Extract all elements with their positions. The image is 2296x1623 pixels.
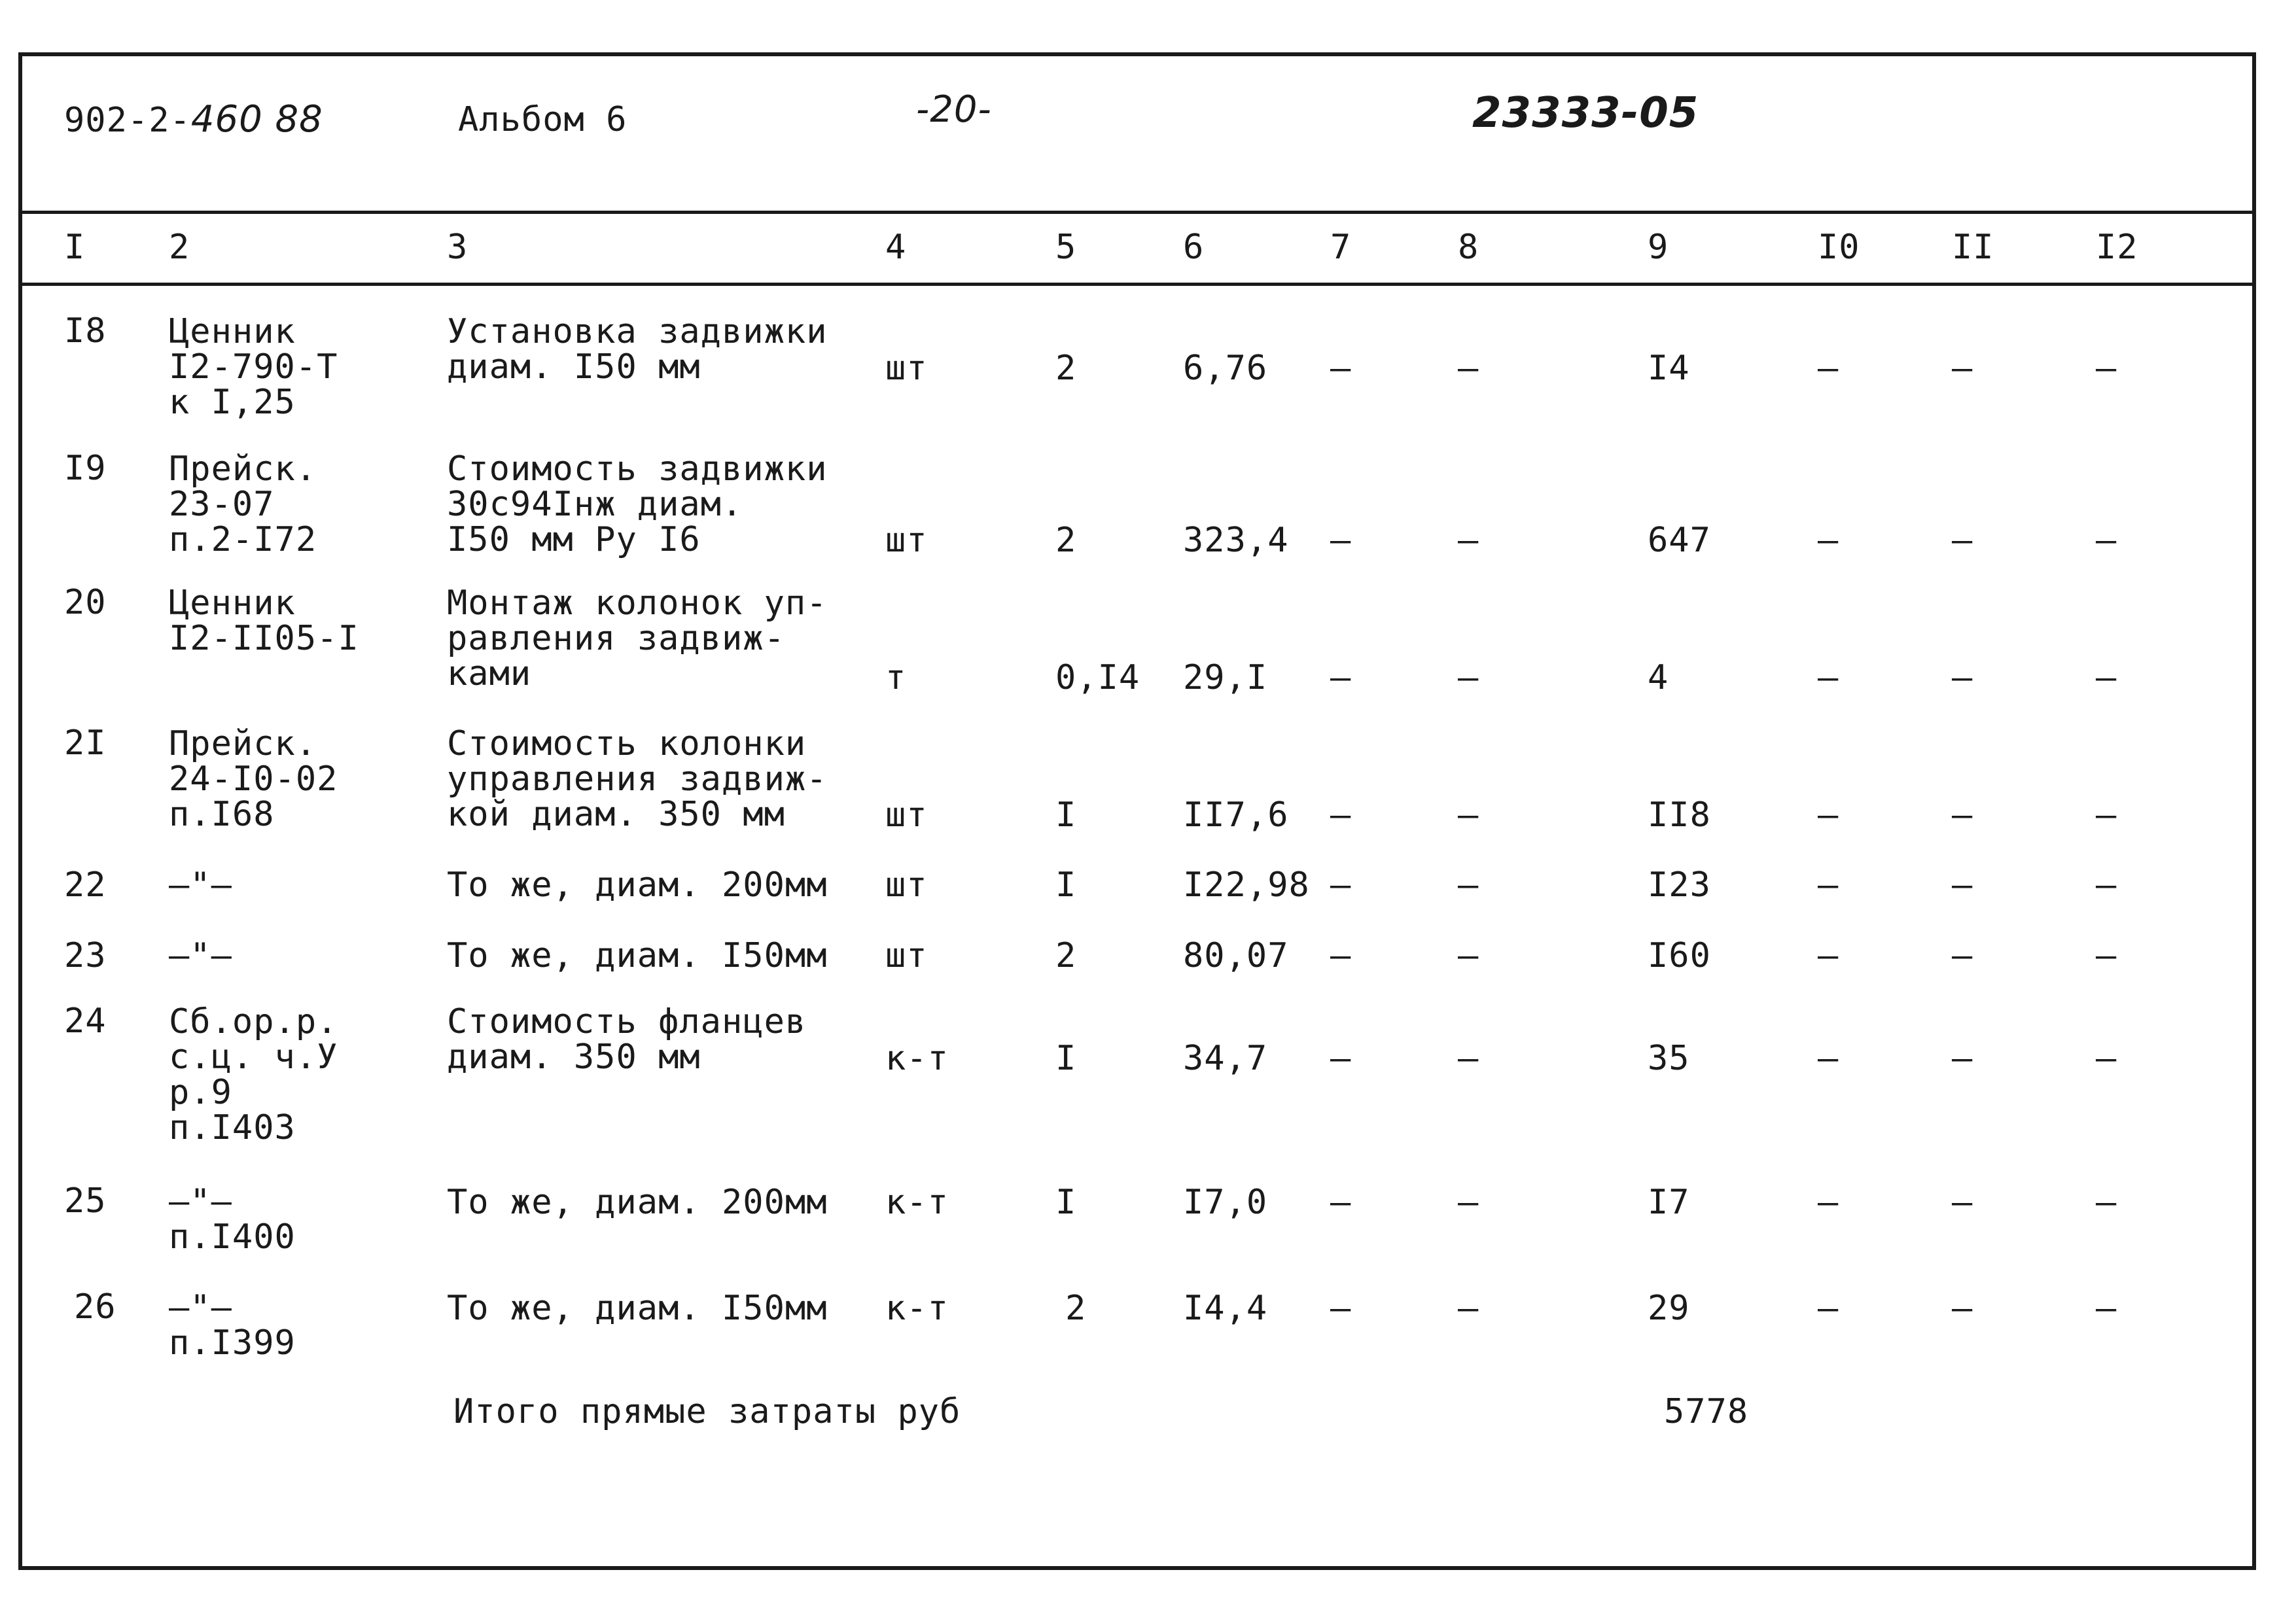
row-number: 2I — [64, 724, 107, 763]
row-price: II7,6 — [1183, 795, 1289, 835]
row-source: Сб.ор.р. с.ц. ч.У р.9 п.I403 — [169, 1002, 338, 1147]
row-col10: – — [1818, 658, 1839, 697]
row-col8: – — [1458, 1039, 1479, 1078]
row-col11: – — [1952, 521, 1973, 560]
row-col12: – — [2096, 349, 2117, 388]
row-number: 25 — [64, 1181, 107, 1221]
row-number: I8 — [64, 311, 107, 351]
row-col11: – — [1952, 865, 1973, 905]
row-col8: – — [1458, 1289, 1479, 1328]
row-description: Стоимость задвижки 30с94Iнж диам. I50 мм Ру I6 — [447, 449, 828, 559]
row-unit: шт — [885, 521, 928, 560]
row-description: Стоимость фланцев диам. 350 мм — [447, 1002, 807, 1077]
row-col8: – — [1458, 658, 1479, 697]
row-quantity: 2 — [1055, 349, 1077, 388]
row-number: 24 — [64, 1002, 107, 1041]
row-unit: шт — [885, 865, 928, 905]
row-number: I9 — [64, 449, 107, 488]
row-quantity: 0,I4 — [1055, 658, 1140, 697]
row-total: 4 — [1648, 658, 1669, 697]
row-col11: – — [1952, 1039, 1973, 1078]
row-source: –"– п.I400 — [169, 1182, 296, 1257]
column-header: 9 — [1648, 228, 1669, 267]
row-description: То же, диам. I50мм — [447, 1289, 828, 1328]
row-unit: шт — [885, 795, 928, 835]
row-col7: – — [1330, 1289, 1352, 1328]
row-col12: – — [2096, 1183, 2117, 1222]
row-total: 35 — [1648, 1039, 1690, 1078]
row-price: I7,0 — [1183, 1183, 1268, 1222]
row-source: –"– п.I399 — [169, 1288, 296, 1363]
header-rule-bottom — [22, 283, 2253, 286]
header-rule-top — [22, 211, 2253, 214]
row-col10: – — [1818, 1183, 1839, 1222]
row-col12: – — [2096, 1289, 2117, 1328]
row-unit: шт — [885, 936, 928, 975]
column-header: 4 — [885, 228, 907, 267]
row-col11: – — [1952, 658, 1973, 697]
row-quantity: I — [1055, 1039, 1077, 1078]
column-header: I0 — [1818, 228, 1860, 267]
row-quantity: I — [1055, 1183, 1077, 1222]
row-col10: – — [1818, 795, 1839, 835]
row-col10: – — [1818, 865, 1839, 905]
row-description: То же, диам. 200мм — [447, 865, 828, 905]
album-label: Альбом 6 — [458, 100, 627, 139]
row-price: I4,4 — [1183, 1289, 1268, 1328]
column-header: 6 — [1183, 228, 1205, 267]
row-description: То же, диам. I50мм — [447, 936, 828, 975]
column-header: 5 — [1055, 228, 1077, 267]
row-price: I22,98 — [1183, 865, 1310, 905]
row-total: 29 — [1648, 1289, 1690, 1328]
row-col11: – — [1952, 1183, 1973, 1222]
row-source: Ценник I2-790-Т к I,25 — [169, 312, 338, 422]
row-total: I7 — [1648, 1183, 1690, 1222]
column-header: 3 — [447, 228, 468, 267]
project-code: 902-2-460 88 — [64, 98, 323, 141]
row-number: 23 — [64, 936, 107, 975]
row-col7: – — [1330, 349, 1352, 388]
row-col7: – — [1330, 521, 1352, 560]
row-quantity: 2 — [1065, 1289, 1087, 1328]
row-col7: – — [1330, 658, 1352, 697]
row-price: 34,7 — [1183, 1039, 1268, 1078]
row-unit: шт — [885, 349, 928, 388]
page-number: -20- — [916, 88, 992, 131]
document-number: 23333-05 — [1472, 89, 1699, 137]
column-header: 2 — [169, 228, 190, 267]
row-unit: к-т — [885, 1289, 949, 1328]
row-number: 26 — [74, 1287, 116, 1327]
row-col8: – — [1458, 1183, 1479, 1222]
row-col11: – — [1952, 936, 1973, 975]
row-col10: – — [1818, 521, 1839, 560]
row-col12: – — [2096, 936, 2117, 975]
row-source: Прейск. 24-I0-02 п.I68 — [169, 724, 338, 834]
row-source: –"– — [169, 865, 232, 905]
row-total: I4 — [1648, 349, 1690, 388]
row-col11: – — [1952, 795, 1973, 835]
row-total: I60 — [1648, 936, 1711, 975]
row-description: Установка задвижки диам. I50 мм — [447, 312, 828, 387]
row-col7: – — [1330, 1183, 1352, 1222]
row-description: Стоимость колонки управления задвиж- кой диам. 350 мм — [447, 724, 828, 834]
row-price: 6,76 — [1183, 349, 1268, 388]
row-col10: – — [1818, 349, 1839, 388]
row-quantity: I — [1055, 865, 1077, 905]
row-price: 29,I — [1183, 658, 1268, 697]
row-source: Ценник I2-II05-I — [169, 584, 359, 658]
row-number: 22 — [64, 865, 107, 905]
row-unit: к-т — [885, 1183, 949, 1222]
row-col12: – — [2096, 795, 2117, 835]
row-total: II8 — [1648, 795, 1711, 835]
column-header: 7 — [1330, 228, 1352, 267]
row-total: I23 — [1648, 865, 1711, 905]
document-frame — [18, 52, 2256, 1570]
row-description: То же, диам. 200мм — [447, 1183, 828, 1222]
row-col7: – — [1330, 795, 1352, 835]
summary-total: 5778 — [1664, 1392, 1749, 1431]
row-col8: – — [1458, 521, 1479, 560]
row-col11: – — [1952, 349, 1973, 388]
column-header: 8 — [1458, 228, 1479, 267]
row-total: 647 — [1648, 521, 1711, 560]
row-quantity: 2 — [1055, 936, 1077, 975]
row-col8: – — [1458, 865, 1479, 905]
summary-label: Итого прямые затраты руб — [453, 1392, 961, 1431]
row-price: 80,07 — [1183, 936, 1289, 975]
row-col12: – — [2096, 865, 2117, 905]
row-number: 20 — [64, 583, 107, 622]
row-col8: – — [1458, 349, 1479, 388]
column-header: I2 — [2096, 228, 2138, 267]
row-col11: – — [1952, 1289, 1973, 1328]
row-unit: т — [885, 658, 907, 697]
row-source: –"– — [169, 936, 232, 975]
row-col7: – — [1330, 936, 1352, 975]
row-col12: – — [2096, 658, 2117, 697]
column-header: I — [64, 228, 86, 267]
row-col12: – — [2096, 1039, 2117, 1078]
row-source: Прейск. 23-07 п.2-I72 — [169, 449, 317, 559]
row-col7: – — [1330, 865, 1352, 905]
row-col8: – — [1458, 936, 1479, 975]
row-price: 323,4 — [1183, 521, 1289, 560]
row-col8: – — [1458, 795, 1479, 835]
row-col10: – — [1818, 1039, 1839, 1078]
row-quantity: 2 — [1055, 521, 1077, 560]
row-col10: – — [1818, 1289, 1839, 1328]
row-quantity: I — [1055, 795, 1077, 835]
row-col10: – — [1818, 936, 1839, 975]
row-col7: – — [1330, 1039, 1352, 1078]
row-description: Монтаж колонок уп- равления задвиж- ками — [447, 584, 828, 693]
row-unit: к-т — [885, 1039, 949, 1078]
row-col12: – — [2096, 521, 2117, 560]
column-header: II — [1952, 228, 1994, 267]
